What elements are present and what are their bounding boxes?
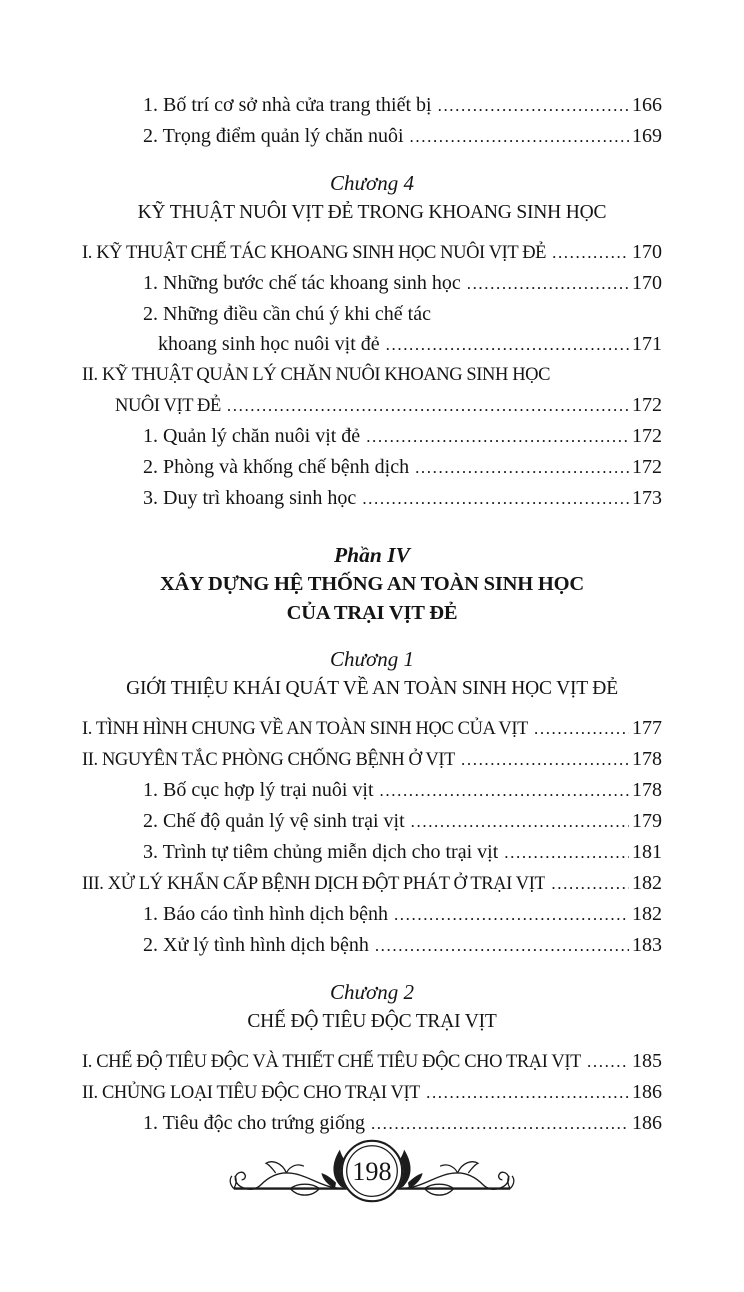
chapter-heading: [82, 168, 662, 227]
leader-dots: [380, 776, 629, 806]
toc-row: [82, 360, 662, 390]
toc-entry-label: 1. Bố cục hợp lý trại nuôi vịt: [143, 779, 374, 801]
toc-row: [82, 268, 662, 299]
toc-row: [82, 299, 662, 329]
footer-ornament: [226, 1136, 518, 1208]
toc-row: [82, 1108, 662, 1139]
toc-entry-label: 2. Xử lý tình hình dịch bệnh: [143, 934, 369, 956]
toc-entry-page: 173: [632, 487, 662, 509]
toc-row: [82, 930, 662, 961]
toc-row: [82, 806, 662, 837]
ornament-divider-icon: [226, 1136, 518, 1208]
leader-dots: [415, 453, 629, 483]
toc-row: [82, 837, 662, 868]
heading-title-line: XÂY DỰNG HỆ THỐNG AN TOÀN SINH HỌC: [160, 573, 584, 595]
toc-entry-page: 169: [632, 125, 662, 147]
toc-row: [82, 744, 662, 775]
toc-entry-label: khoang sinh học nuôi vịt đẻ: [158, 333, 380, 355]
toc-entry-label: 1. Quản lý chăn nuôi vịt đẻ: [143, 425, 361, 447]
toc-entry-label: NUÔI VỊT ĐẺ: [115, 396, 221, 416]
toc-entry-page: 186: [632, 1081, 662, 1103]
leader-dots: [461, 745, 629, 775]
heading-kicker: Chương 4: [330, 171, 414, 195]
heading-title-line: KỸ THUẬT NUÔI VỊT ĐẺ TRONG KHOANG SINH HỌC: [137, 202, 607, 223]
toc-row: [82, 1046, 662, 1077]
toc-entry-page: 170: [632, 272, 662, 294]
chapter-heading: [82, 977, 662, 1036]
toc-entry-page: 179: [632, 810, 662, 832]
toc-entry-label: 1. Tiêu độc cho trứng giống: [143, 1112, 365, 1134]
leader-dots: [551, 869, 629, 899]
toc-entry-page: 178: [632, 779, 662, 801]
toc-entry-label: 1. Bố trí cơ sở nhà cửa trang thiết bị: [143, 94, 432, 116]
toc-row: [82, 390, 662, 421]
toc-row: [82, 121, 662, 152]
toc-entry-label: II. NGUYÊN TẮC PHÒNG CHỐNG BỆNH Ở VỊT: [82, 750, 456, 770]
leader-dots: [227, 391, 629, 421]
leader-dots: [394, 900, 629, 930]
toc-entry-label: 2. Phòng và khống chế bệnh dịch: [143, 456, 410, 478]
chapter-heading: [82, 644, 662, 703]
toc-entry-label: 2. Những điều cần chú ý khi chế tác: [143, 303, 431, 325]
toc-row: [82, 1077, 662, 1108]
toc-entry-label: 1. Những bước chế tác khoang sinh học: [143, 272, 461, 294]
toc-entry-label: 1. Báo cáo tình hình dịch bệnh: [143, 903, 388, 925]
leader-dots: [438, 91, 629, 121]
toc-entry-label: 2. Trọng điểm quản lý chăn nuôi: [143, 125, 404, 147]
toc-entry-label: I. TÌNH HÌNH CHUNG VỀ AN TOÀN SINH HỌC CỦA VỊT: [82, 719, 528, 739]
toc-row: [82, 713, 662, 744]
toc-entry-label: 3. Duy trì khoang sinh học: [143, 487, 357, 509]
leader-dots: [587, 1047, 629, 1077]
toc-entry-label: III. XỬ LÝ KHẨN CẤP BỆNH DỊCH ĐỘT PHÁT Ở TRẠI VỊT: [82, 874, 546, 894]
toc-entry-label: II. KỸ THUẬT QUẢN LÝ CHĂN NUÔI KHOANG SINH HỌC: [82, 365, 551, 385]
toc-entry-page: 166: [632, 94, 662, 116]
part-heading: [82, 540, 662, 628]
leader-dots: [426, 1078, 629, 1108]
toc-row: [82, 237, 662, 268]
leader-dots: [375, 931, 629, 961]
toc-row: [82, 899, 662, 930]
toc-entry-label: I. CHẾ ĐỘ TIÊU ĐỘC VÀ THIẾT CHẾ TIÊU ĐỘC CHO TRẠI VỊT: [82, 1052, 582, 1072]
toc-entry-page: 177: [632, 717, 662, 739]
heading-title-line: GIỚI THIỆU KHÁI QUÁT VỀ AN TOÀN SINH HỌC VỊT ĐẺ: [126, 678, 618, 699]
leader-dots: [362, 484, 629, 514]
heading-kicker: Phần IV: [334, 543, 410, 567]
toc-entry-page: 181: [632, 841, 662, 863]
toc-entry-label: I. KỸ THUẬT CHẾ TÁC KHOANG SINH HỌC NUÔI VỊT ĐẺ: [82, 243, 547, 263]
toc-entry-page: 172: [632, 456, 662, 478]
leader-dots: [411, 807, 629, 837]
toc-row: [82, 421, 662, 452]
heading-title-line: CỦA TRẠI VỊT ĐẺ: [286, 602, 458, 624]
leader-dots: [467, 269, 629, 299]
toc-row: [82, 90, 662, 121]
toc-entry-page: 178: [632, 748, 662, 770]
toc-entry-page: 172: [632, 425, 662, 447]
toc-row: [82, 483, 662, 514]
toc-row: [82, 868, 662, 899]
toc-entry-page: 182: [632, 903, 662, 925]
footer-page-number: 198: [352, 1156, 392, 1186]
toc-row: [82, 329, 662, 360]
leader-dots: [552, 238, 629, 268]
toc-entry-page: 183: [632, 934, 662, 956]
leader-dots: [504, 838, 629, 868]
toc-entry-page: 170: [632, 241, 662, 263]
toc-entry-label: II. CHỦNG LOẠI TIÊU ĐỘC CHO TRẠI VỊT: [82, 1083, 421, 1103]
toc-entry-label: 3. Trình tự tiêm chủng miễn dịch cho trại vịt: [143, 841, 499, 863]
leader-dots: [366, 422, 629, 452]
toc-entry-label: 2. Chế độ quản lý vệ sinh trại vịt: [143, 810, 405, 832]
leader-dots: [386, 330, 629, 360]
toc-row: [82, 775, 662, 806]
toc-entry-page: 186: [632, 1112, 662, 1134]
heading-kicker: Chương 2: [330, 980, 414, 1004]
heading-title-line: CHẾ ĐỘ TIÊU ĐỘC TRẠI VỊT: [247, 1011, 497, 1032]
toc-entry-page: 185: [632, 1050, 662, 1072]
toc-row: [82, 452, 662, 483]
toc-entry-page: 171: [632, 333, 662, 355]
leader-dots: [410, 122, 629, 152]
toc-entry-page: 182: [632, 872, 662, 894]
leader-dots: [371, 1109, 629, 1139]
toc-entry-page: 172: [632, 394, 662, 416]
heading-kicker: Chương 1: [330, 647, 414, 671]
leader-dots: [534, 714, 629, 744]
